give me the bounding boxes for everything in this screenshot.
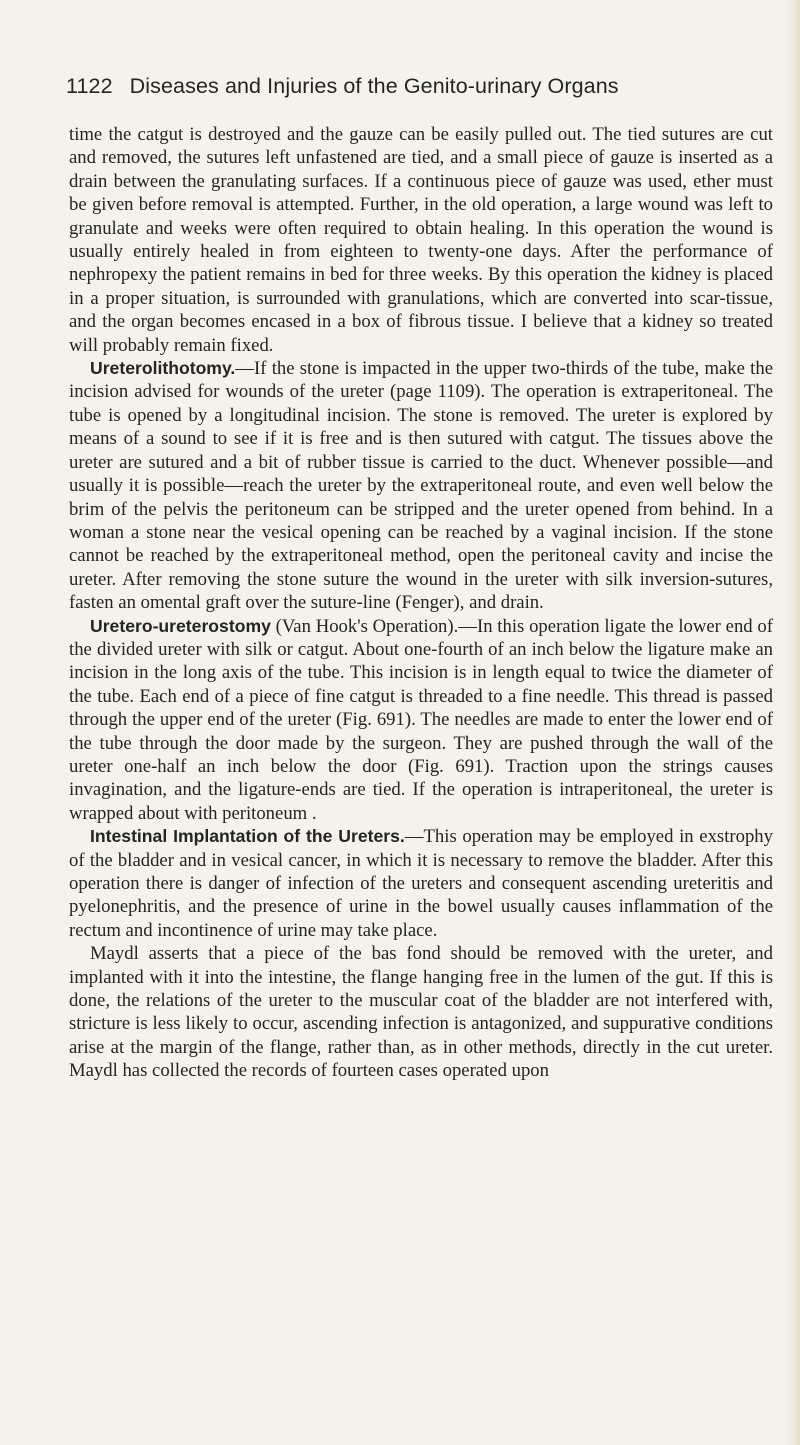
section-heading: Ureterolithotomy. <box>90 358 236 379</box>
paragraph-text: —If the stone is impacted in the upper two-thirds of the tube, make the incision advised for wounds of the ureter (page 1109). The operation is extraperitoneal. The tube is opened by a longitudinal incision. The stone is removed. The ureter is explored by means of a sound to see if it is free and is then sutured with catgut. The tissues above the ureter are sutured and a bit of rubber tissue is carried to the duct. Whenever possible—and usually it is possible—reach the ureter by the extraperitoneal route, and even well below the brim of the pelvis the peritoneum can be stripped and the ureter opened from behind. In a woman a stone near the vesical opening can be reached by a vaginal incision. If the stone cannot be reached by the extraperitoneal method, open the peritoneal cavity and incise the ureter. After removing the stone suture the wound in the ureter with silk inversion-sutures, fasten an omental graft over the suture-line (Fenger), and drain. <box>69 358 773 614</box>
paragraph-intestinal-implantation <box>69 825 773 942</box>
paragraph-text: time the catgut is destroyed and the gauze can be easily pulled out. The tied sutures are cut and removed, the sutures left unfastened are tied, and a small piece of gauze is inserted as a drain between the granulating surfaces. If a continuous piece of gauze was used, ether must be given before removal is attempted. Further, in the old operation, a large wound was left to granulate and weeks were often required to obtain healing. In this operation the wound is usually entirely healed in from eighteen to twenty-one days. After the performance of nephropexy the patient remains in bed for three weeks. By this operation the kidney is placed in a proper situation, is surrounded with granulations, which are converted into scar-tissue, and the organ becomes encased in a box of fibrous tissue. I believe that a kidney so treated will probably remain fixed. <box>69 124 773 356</box>
paragraph-text: (Van Hook's Operation).—In this operation ligate the lower end of the divided ureter with silk or catgut. About one-fourth of an inch below the ligature make an incision in the long axis of the tube. This incision is in length equal to twice the diameter of the tube. Each end of a piece of fine catgut is threaded to a fine needle. This thread is passed through the upper end of the ureter (Fig. 691). The needles are made to enter the lower end of the tube through the door made by the surgeon. They are pushed through the wall of the ureter one-half an inch below the door (Fig. 691). Traction upon the strings causes invagination, and the ligature-ends are tied. If the operation is intraperitoneal, the ureter is wrapped about with peritoneum . <box>69 615 773 824</box>
paragraph-maydl <box>69 942 773 1082</box>
paragraph-text: Maydl asserts that a piece of the bas fond should be removed with the ureter, and implanted with it into the intestine, the flange hanging free in the lumen of the gut. If this is done, the relations of the ureter to the muscular coat of the bladder are not interfered with, stricture is less likely to occur, ascending infection is antagonized, and suppurative conditions arise at the margin of the flange, rather than, as in other methods, directly in the cut ureter. Maydl has collected the records of fourteen cases operated upon <box>69 943 773 1082</box>
running-title: Diseases and Injuries of the Genito-urinary Organs <box>129 74 619 98</box>
paragraph-text: —This operation may be employed in exstrophy of the bladder and in vesical cancer, in which it is necessary to remove the bladder. After this operation there is danger of infection of the ureters and consequent ascending ureteritis and pyelonephritis, and the presence of urine in the bowel usually causes inflammation of the rectum and incontinence of urine may take place. <box>69 826 773 941</box>
section-heading: Uretero-ureterostomy <box>90 615 271 636</box>
paragraph-uretero-ureterostomy <box>69 615 773 826</box>
paragraph-ureterolithotomy <box>69 357 773 614</box>
section-heading: Intestinal Implantation of the Ureters. <box>90 826 405 847</box>
paragraph-continuation <box>69 123 773 357</box>
page-edge-shadow <box>786 0 800 1445</box>
page-header <box>66 74 766 99</box>
page-number: 1122 <box>66 74 113 98</box>
body-text <box>69 123 773 1083</box>
